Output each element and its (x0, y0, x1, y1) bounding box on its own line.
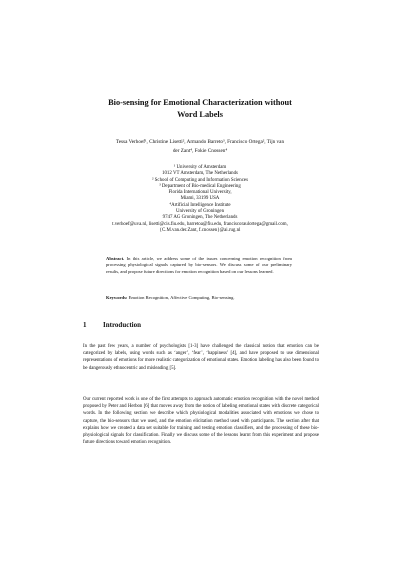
title-line-2: Word Labels (177, 110, 223, 119)
paper-title (80, 97, 320, 121)
authors-line-1: Tessa Verhoef¹, Christine Lisetti², Armando Barreto³, Francisco Ortega², Tijn van (115, 139, 285, 145)
affiliation-line: 9747 AG Groningen, The Netherlands (162, 215, 238, 221)
affiliations-block (100, 165, 300, 234)
abstract-text: In this article, we address some of the issues concerning emotion recognition from processing physiological signals captured by bio-sensors. We discuss some of our preliminary results, and propose future directions for emotion recognition based on our lessons learned. (106, 256, 292, 274)
section-number: 1 (83, 321, 87, 329)
section-heading (83, 320, 319, 330)
email-line: t.verhoef@uva.nl, lisetti@cis.fiu.edu, barretoa@fiu.edu, franciscoraulortega@gmail.com, (112, 221, 288, 227)
affiliation-line: ¹ University of Amsterdam (173, 165, 227, 170)
intro-paragraph-2: Our current reported work is one of the first attempts to approach automatic emotion recognition with the novel method proposed by Peter and Herbon [6] that moves away from the notion of labeling emotional states with discrete categorical words. In the following section we describe which physiological modalities associated with emotions we chose to capture, the bio-sensors that we used, and the emotion elicitation method used with participants. The section after that explains how we created a data set suitable for training and testing emotion classifiers, and the processing of these bio-physiological signals for classification. Finally we discuss some of the lessons learnt from this experiment and propose future directions toward emotion recognition. (83, 397, 319, 446)
affiliation-line: ² School of Computing and Information Sciences (151, 177, 248, 183)
intro-paragraph-1: In the past few years, a number of psychologists [1-3] have challenged the classical notion that emotion can be categorized by labels, using words such as ‘anger’, ‘fear’, ‘happiness’ [4], and have proposed to use dimensional representations of emotions for more realistic categorization of emotional states. Emotion labeling has also been found to be dangerously ethnocentric and misleading [5]. (83, 344, 319, 371)
affiliation-line: Florida International University, (168, 190, 232, 196)
keywords (106, 295, 292, 301)
keywords-label: Keywords: (106, 295, 128, 300)
abstract-label: Abstract. (106, 256, 125, 261)
affiliation-line: ³ Department of Bio-medical Engineering (159, 183, 241, 189)
keywords-text: Emotion Recognition, Affective Computing, Bio-sensing. (128, 295, 235, 300)
authors-line-2: der Zant⁴, Fokie Cnossen⁴ (172, 147, 228, 154)
abstract (106, 256, 292, 275)
title-line-1: Bio-sensing for Emotional Characterization without (108, 98, 292, 107)
affiliation-line: ⁴Artificial Intelligence Institute (169, 202, 231, 208)
affiliation-line: 1012 VT Amsterdam, The Netherlands (162, 171, 238, 177)
author-list (80, 138, 320, 155)
affiliation-line: Miami, 33199 USA (180, 196, 220, 202)
affiliation-line: University of Groningen (175, 209, 225, 215)
section-title: Introduction (103, 321, 141, 329)
email-line: {C.M.van.der.Zant, f.cnossen}@ai.rug.nl (159, 227, 241, 233)
